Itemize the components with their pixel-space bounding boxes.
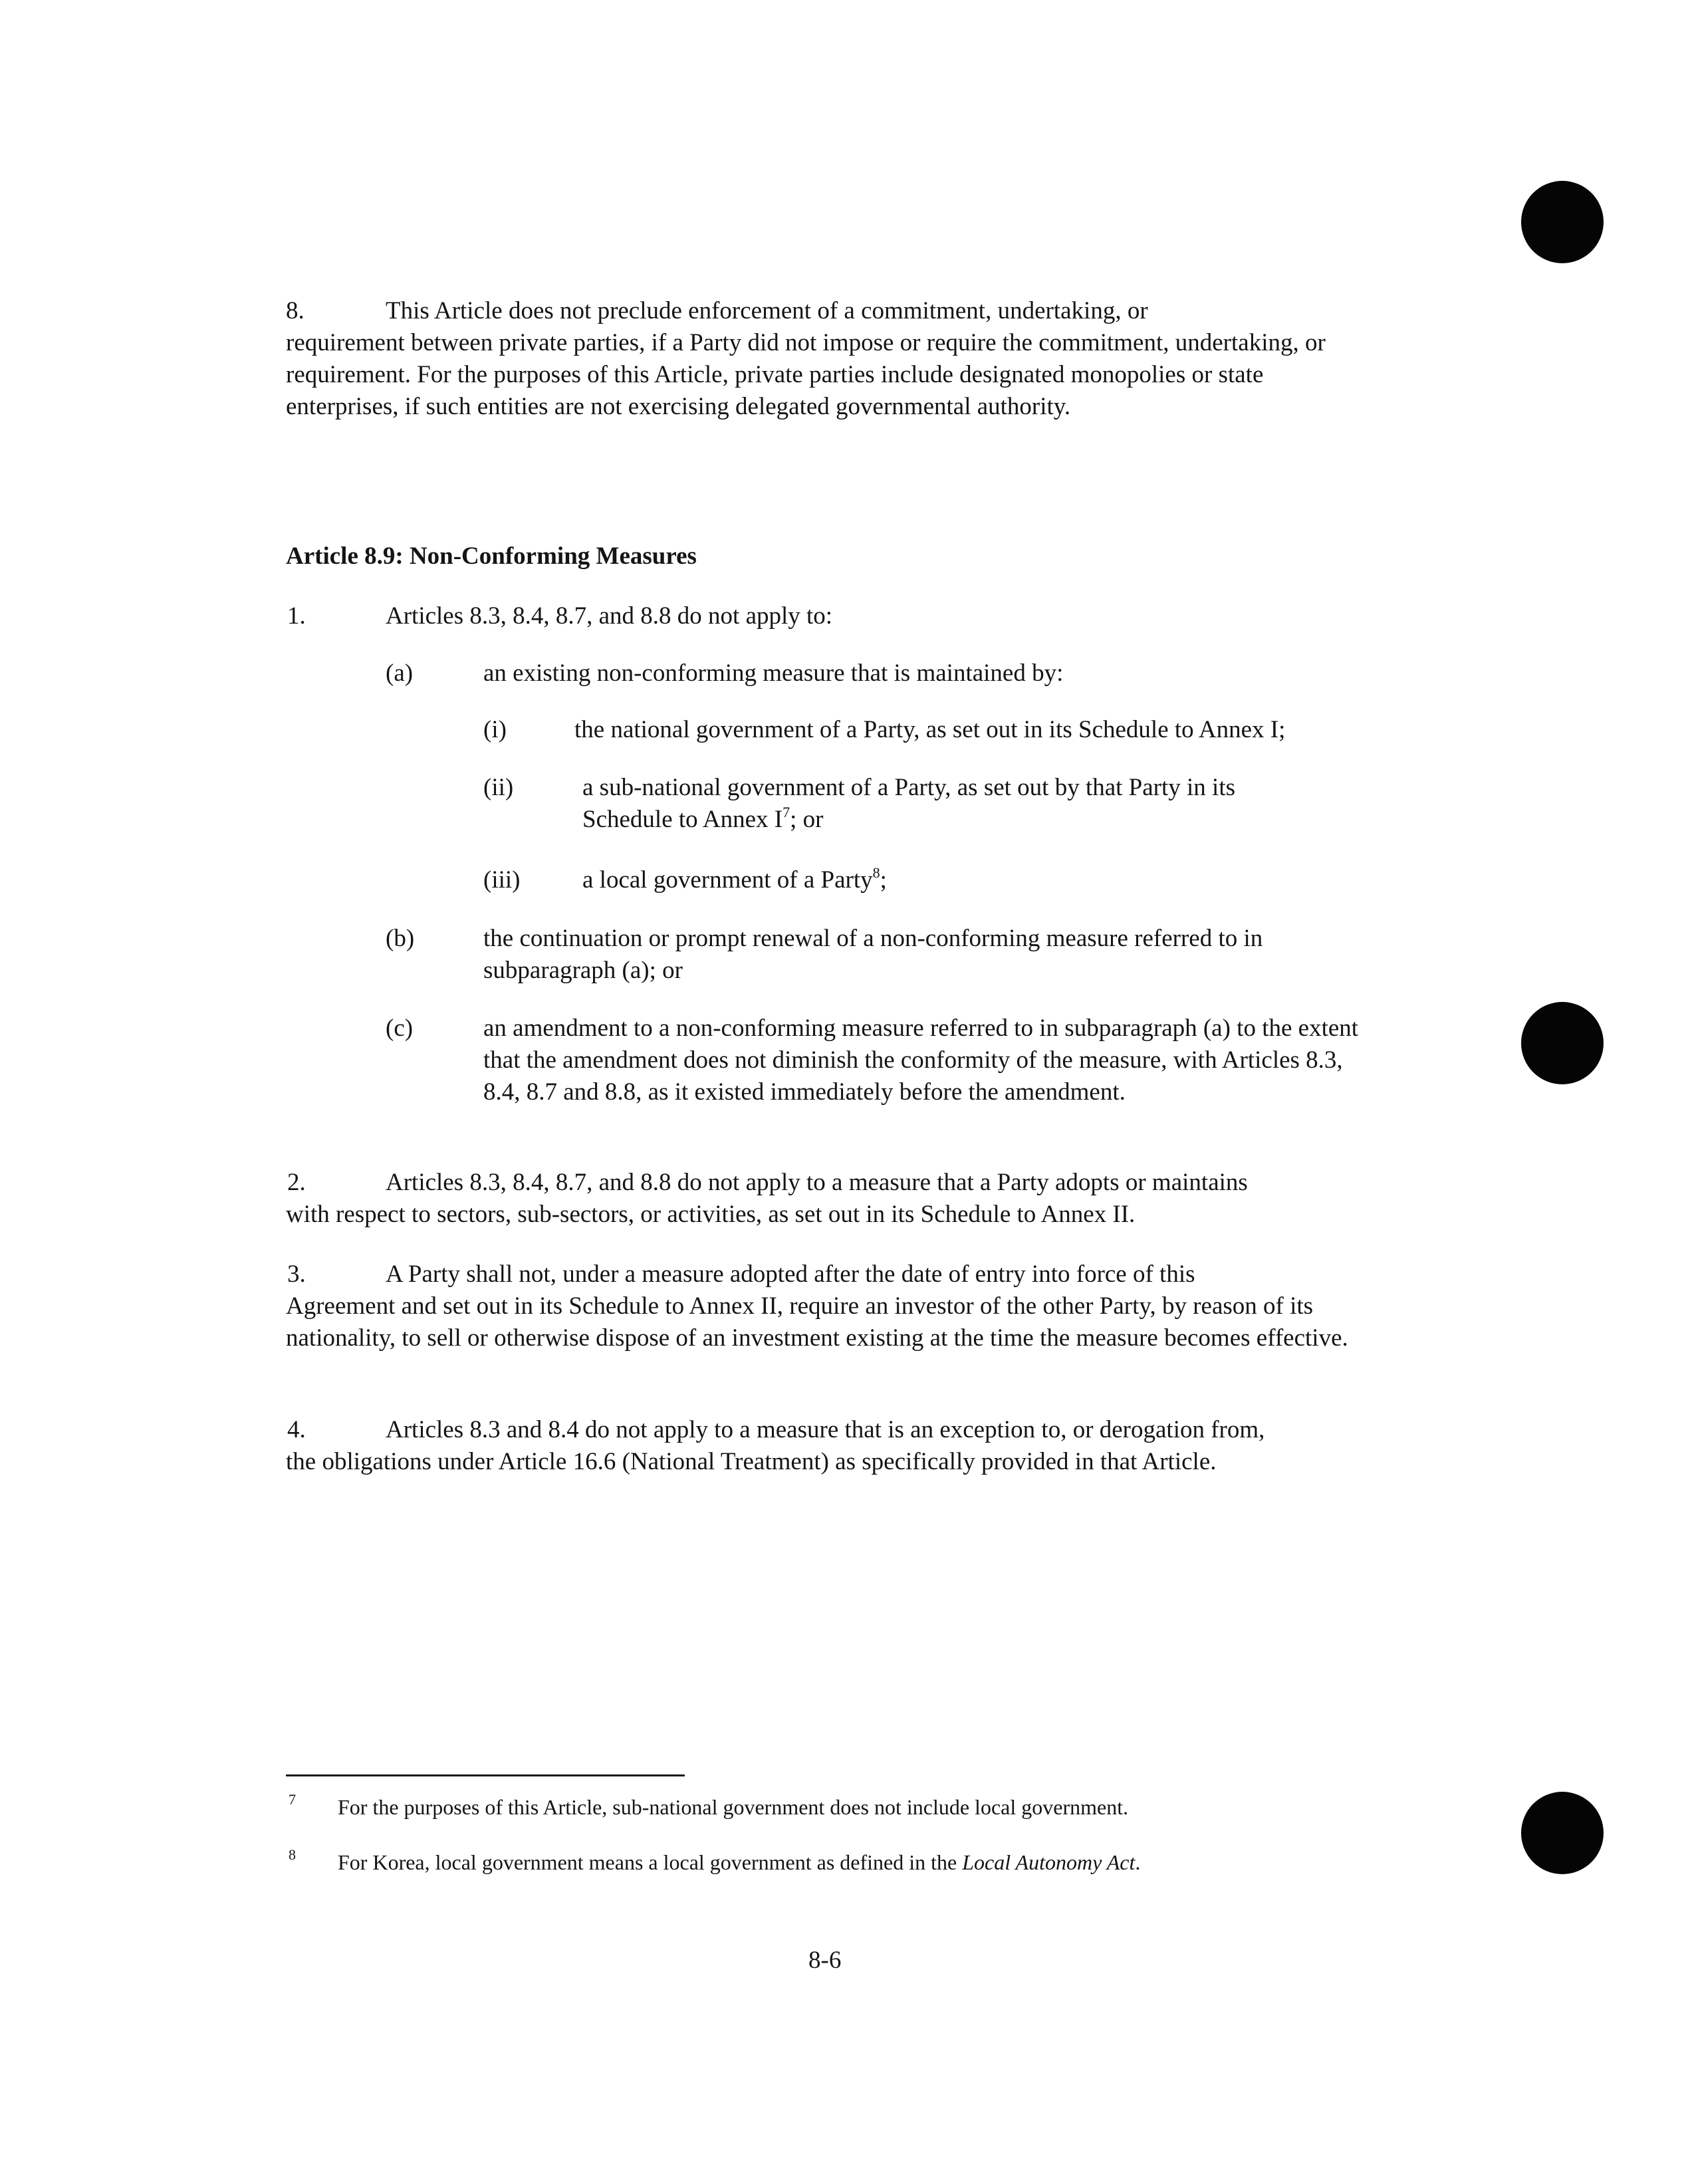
paragraph-number: 3. bbox=[287, 1261, 306, 1288]
item-ii-line-1: a sub-national government of a Party, as set out by that Party in its bbox=[582, 774, 1236, 801]
footnote-8-act-title: Local Autonomy Act bbox=[962, 1850, 1136, 1874]
footnote-ref-8[interactable]: 8 bbox=[872, 864, 880, 881]
footnote-separator bbox=[286, 1774, 685, 1776]
paragraph-number: 2. bbox=[287, 1169, 306, 1196]
punch-hole-top bbox=[1521, 181, 1604, 263]
item-c-text: an amendment to a non-conforming measure referred to in subparagraph (a) to the extent that the amendment does not diminish the conformity of the measure, with Articles 8.3, 8.4, 8.7 and 8.8, as it existed immediately before the amendment. bbox=[483, 1015, 1359, 1106]
item-iii-text bbox=[582, 864, 887, 896]
paragraph-3 bbox=[286, 1259, 1376, 1354]
paragraph-4 bbox=[286, 1414, 1376, 1478]
punch-hole-middle bbox=[1521, 1002, 1604, 1084]
item-ii-line-2 bbox=[582, 804, 1380, 836]
footnote-8-number: 8 bbox=[289, 1846, 296, 1863]
item-a-text: an existing non-conforming measure that is maintained by: bbox=[483, 660, 1064, 687]
item-ii-line-2-post: ; or bbox=[790, 806, 824, 833]
item-b-text: the continuation or prompt renewal of a non-conforming measure referred to in subparagraph (a); or bbox=[483, 925, 1263, 984]
footnote-ref-7[interactable]: 7 bbox=[782, 804, 790, 820]
paragraph-number: 4. bbox=[287, 1416, 306, 1443]
paragraph-body: with respect to sectors, sub-sectors, or activities, as set out in its Schedule to Annex II. bbox=[286, 1201, 1136, 1228]
paragraph-2 bbox=[286, 1167, 1376, 1231]
item-b-label: (b) bbox=[386, 925, 415, 952]
item-i-text: the national government of a Party, as set out in its Schedule to Annex I; bbox=[574, 716, 1286, 743]
footnote-8-text-post: . bbox=[1135, 1850, 1141, 1874]
item-iii-text-post: ; bbox=[880, 866, 887, 894]
item-iii-text-pre: a local government of a Party bbox=[582, 866, 873, 894]
paragraph-body: requirement between private parties, if a Party did not impose or require the commitment, undertaking, or requirement. For the purposes of this Article, private parties include designated monopolies or state enterprises, if such entities are not exercising delegated governmental authority. bbox=[286, 329, 1326, 420]
item-iii-label: (iii) bbox=[483, 866, 521, 894]
footnote-7-number: 7 bbox=[289, 1791, 296, 1808]
paragraph-1-text: Articles 8.3, 8.4, 8.7, and 8.8 do not apply to: bbox=[386, 602, 833, 630]
item-c-label: (c) bbox=[386, 1015, 414, 1042]
article-heading: Article 8.9: Non-Conforming Measures bbox=[286, 543, 697, 570]
paragraph-body: Agreement and set out in its Schedule to Annex II, require an investor of the other Party, by reason of its nationality, to sell or otherwise dispose of an investment existing at the time the measure becomes effective. bbox=[286, 1292, 1348, 1352]
paragraph-first-line: Articles 8.3 and 8.4 do not apply to a measure that is an exception to, or derogation from, bbox=[386, 1416, 1265, 1443]
footnote-8-text-pre: For Korea, local government means a local government as defined in the bbox=[338, 1850, 963, 1874]
item-ii-line-2-pre: Schedule to Annex I bbox=[582, 806, 783, 833]
item-ii-text bbox=[582, 772, 1380, 836]
item-i-label: (i) bbox=[483, 716, 507, 743]
punch-hole-bottom bbox=[1521, 1792, 1604, 1874]
paragraph-1-number: 1. bbox=[287, 602, 306, 630]
paragraph-first-line: Articles 8.3, 8.4, 8.7, and 8.8 do not apply to a measure that a Party adopts or maintains bbox=[386, 1169, 1248, 1196]
item-a-label: (a) bbox=[386, 660, 414, 687]
paragraph-first-line: This Article does not preclude enforcement of a commitment, undertaking, or bbox=[386, 297, 1148, 324]
paragraph-first-line: A Party shall not, under a measure adopted after the date of entry into force of this bbox=[386, 1261, 1195, 1288]
paragraph-body: the obligations under Article 16.6 (National Treatment) as specifically provided in that Article. bbox=[286, 1448, 1217, 1475]
item-ii-label: (ii) bbox=[483, 774, 514, 801]
footnote-7-text: For the purposes of this Article, sub-national government does not include local government. bbox=[338, 1795, 1129, 1819]
paragraph-number: 8. bbox=[286, 297, 304, 324]
footnote-8-text bbox=[338, 1849, 1140, 1876]
page-number: 8-6 bbox=[808, 1947, 842, 1974]
paragraph-8 bbox=[286, 295, 1376, 423]
